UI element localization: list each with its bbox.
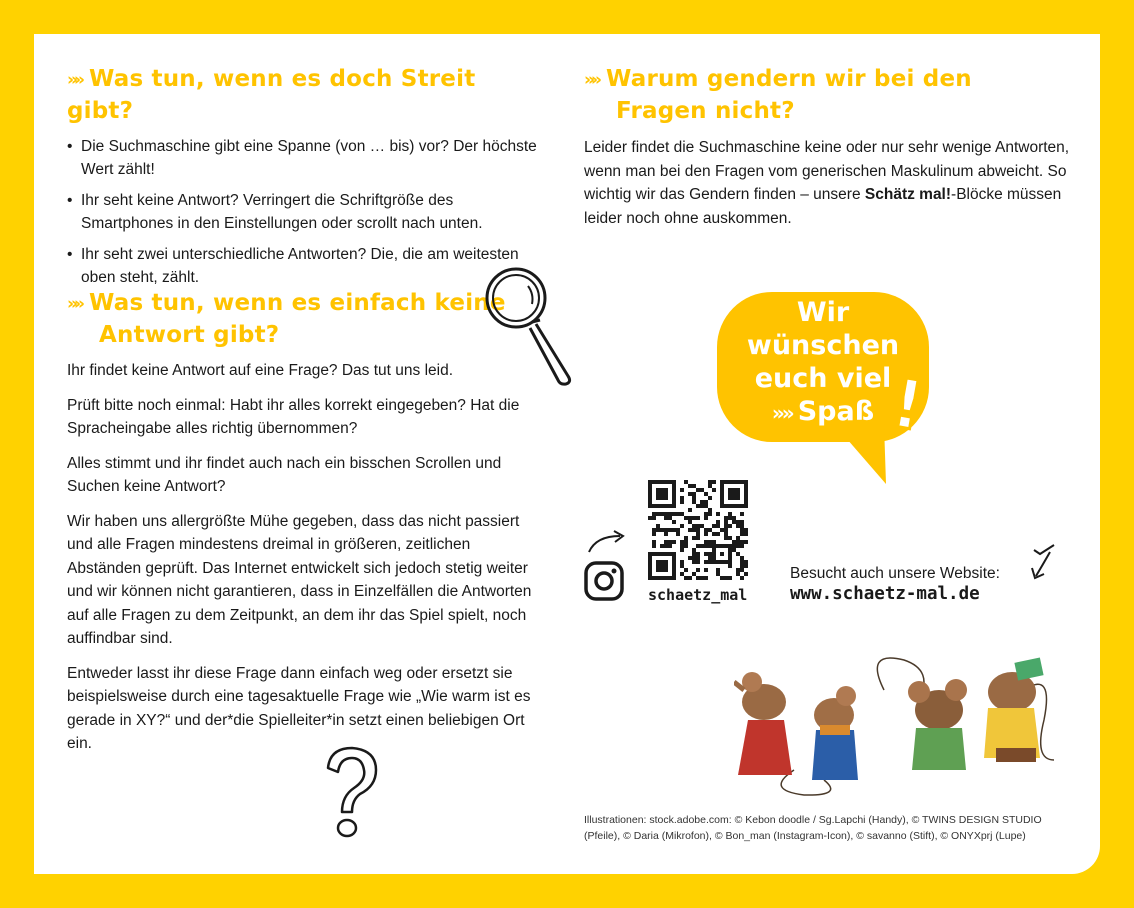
section-gendern: [584, 64, 1074, 241]
bullet-list: [67, 135, 537, 289]
section-title-keine-antwort: »» Was tun, wenn es einfach keine Antwort gibt?: [67, 290, 506, 348]
list-item: • Ihr seht keine Antwort? Verringert die Schriftgröße des Smartphones in den Einstellungen oder scrollt nach unten.: [67, 189, 537, 235]
paragraph: Entweder lasst ihr diese Frage dann einfach weg oder ersetzt sie beispielsweise durch eine tagesaktuelle Frage wie „Wie warm ist es gerade in XY?“ und der*die Spielleiter*in setzt einen beliebigen Ort ein.: [67, 664, 531, 752]
qr-code[interactable]: [648, 480, 748, 580]
exclamation-mark: !: [885, 363, 930, 448]
paragraph: Prüft bitte noch einmal: Habt ihr alles korrekt eingegeben? Hat die Spracheingabe alles richtig übernommen?: [67, 396, 520, 437]
speech-bubble-text: Wir wünschen euch viel »» Spaß: [746, 297, 900, 427]
arrows-icon: »»: [67, 70, 81, 90]
instagram-icon[interactable]: [584, 561, 624, 601]
paragraph: Wir haben uns allergrößte Mühe gegeben, dass das nicht passiert und alle Fragen mindestens dreimal in größeren, zeitlichen Abständen geprüft. Das Internet entwickelt sich jedoch stetig weiter und wir können nicht garantieren, dass in Einzelfällen die Antworten auf alle Fragen zu dem Zeitpunkt, an dem ihr das Spiel spielt, noch auffindbar sind.: [67, 512, 532, 647]
paragraph: Alles stimmt und ihr findet auch nach ein bisschen Scrollen und Suchen keine Antwort?: [67, 454, 502, 495]
arrow-down-left-icon: [1024, 542, 1060, 582]
arrows-icon: »»: [67, 294, 81, 314]
image-credits: Illustrationen: stock.adobe.com: © Kebon doodle / Sg.Lapchi (Handy), © TWINS DESIGN STUDIO (Pfeile), © Daria (Mikrofon), © Bon_man (Instagram-Icon), © savanno (Stift), © ONYXprj (Lupe): [584, 814, 1042, 842]
list-item: • Ihr seht zwei unterschiedliche Antworten? Die, die am weitesten oben steht, zählt.: [67, 243, 537, 289]
paragraph: Leider findet die Suchmaschine keine oder nur sehr wenige Antworten, wenn man bei den Fragen vom generischen Maskulinum abweicht. So wichtig wir das Gendern finden – unsere Schätz mal!-Blöcke müssen leider noch ohne auskommen.: [584, 139, 1070, 227]
section-keine-antwort: [67, 288, 545, 767]
speech-bubble-tail: [834, 424, 894, 486]
section-title-gendern: »» Warum gendern wir bei den Fragen nicht?: [584, 66, 972, 124]
section-streit: [67, 64, 537, 297]
brand-name: Schätz mal!: [864, 186, 952, 203]
question-mark-icon: [320, 744, 384, 844]
curved-arrow-icon: [586, 530, 630, 556]
magnifier-icon: [482, 264, 578, 388]
instagram-handle[interactable]: schaetz_mal: [648, 586, 748, 604]
mice-illustration: [734, 630, 1064, 800]
paragraph: Ihr findet keine Antwort auf eine Frage? Das tut uns leid.: [67, 362, 454, 379]
list-item: • Die Suchmaschine gibt eine Spanne (von … bis) vor? Der höchste Wert zählt!: [67, 135, 537, 181]
arrows-icon: »»: [584, 70, 598, 90]
website-link[interactable]: www.schaetz-mal.de: [790, 584, 980, 604]
arrows-icon: »»: [771, 401, 792, 425]
page-sheet: [34, 34, 1100, 874]
website-label: Besucht auch unsere Website:: [790, 565, 1000, 582]
section-title-streit: »» Was tun, wenn es doch Streit gibt?: [67, 66, 476, 124]
